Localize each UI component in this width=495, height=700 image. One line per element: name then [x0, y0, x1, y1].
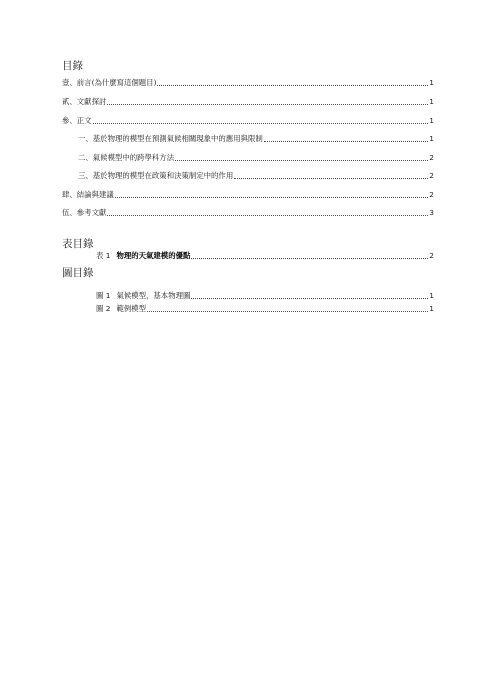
- leader-dots: [191, 251, 428, 259]
- figure-entry[interactable]: [96, 291, 434, 301]
- toc-entry-page: 2: [429, 171, 434, 180]
- toc-entry[interactable]: [78, 134, 434, 144]
- figure-entry-label: 氣候模型，基本物理圖: [116, 291, 191, 300]
- toc-entry-label: 參、正文: [62, 116, 92, 125]
- figure-entry-page: 1: [429, 304, 434, 313]
- toc-entry-label: 三、基於物理的模型在政策和決策制定中的作用: [78, 171, 234, 180]
- toc-entry-label: 壹、前言(為什麼寫這個題目): [62, 78, 157, 87]
- leader-dots: [93, 116, 429, 124]
- leader-dots: [234, 171, 428, 179]
- toc-heading: 目錄: [62, 60, 83, 72]
- toc-entry-label: 一、基於物理的模型在預測氣候相關現象中的應用與限制: [78, 134, 263, 143]
- leader-dots: [175, 153, 428, 161]
- figure-entry-number: 圖 1: [96, 291, 111, 300]
- toc-entry[interactable]: [62, 97, 434, 107]
- table-entry[interactable]: [96, 251, 434, 261]
- figures-heading: 圖目錄: [62, 267, 94, 279]
- figure-entry-number: 圖 2: [96, 304, 111, 313]
- leader-dots: [107, 97, 428, 105]
- toc-entry-page: 1: [429, 116, 434, 125]
- toc-entry-page: 1: [429, 97, 434, 106]
- toc-entry-page: 1: [429, 134, 434, 143]
- leader-dots: [157, 78, 428, 86]
- toc-entry-page: 3: [429, 208, 434, 217]
- toc-entry-label: 二、氣候模型中的跨學科方法: [78, 153, 175, 162]
- toc-entry-label: 貳、文獻探討: [62, 97, 107, 106]
- leader-dots: [115, 190, 429, 198]
- toc-entry-label: 肆、結論與建議: [62, 190, 114, 199]
- table-entry-page: 2: [429, 251, 434, 260]
- toc-entry-label: 伍、參考文獻: [62, 208, 107, 217]
- leader-dots: [191, 291, 428, 299]
- figure-entry[interactable]: [96, 304, 434, 314]
- table-entry-number: 表 1: [96, 251, 111, 260]
- figure-entry-page: 1: [429, 291, 434, 300]
- figure-entry-label: 範例模型: [116, 304, 147, 313]
- leader-dots: [147, 304, 428, 312]
- leader-dots: [107, 208, 428, 216]
- toc-entry[interactable]: [78, 153, 434, 163]
- toc-entry-page: 2: [429, 190, 434, 199]
- toc-entry[interactable]: [62, 190, 434, 200]
- tables-heading: 表目錄: [62, 238, 94, 250]
- toc-entry[interactable]: [78, 171, 434, 181]
- table-entry-label: 物理的天氣建模的優點: [116, 251, 191, 260]
- toc-entry-page: 1: [429, 78, 434, 87]
- toc-entry[interactable]: [62, 116, 434, 126]
- leader-dots: [264, 134, 429, 142]
- toc-entry[interactable]: [62, 78, 434, 88]
- toc-entry-page: 2: [429, 153, 434, 162]
- toc-entry[interactable]: [62, 208, 434, 218]
